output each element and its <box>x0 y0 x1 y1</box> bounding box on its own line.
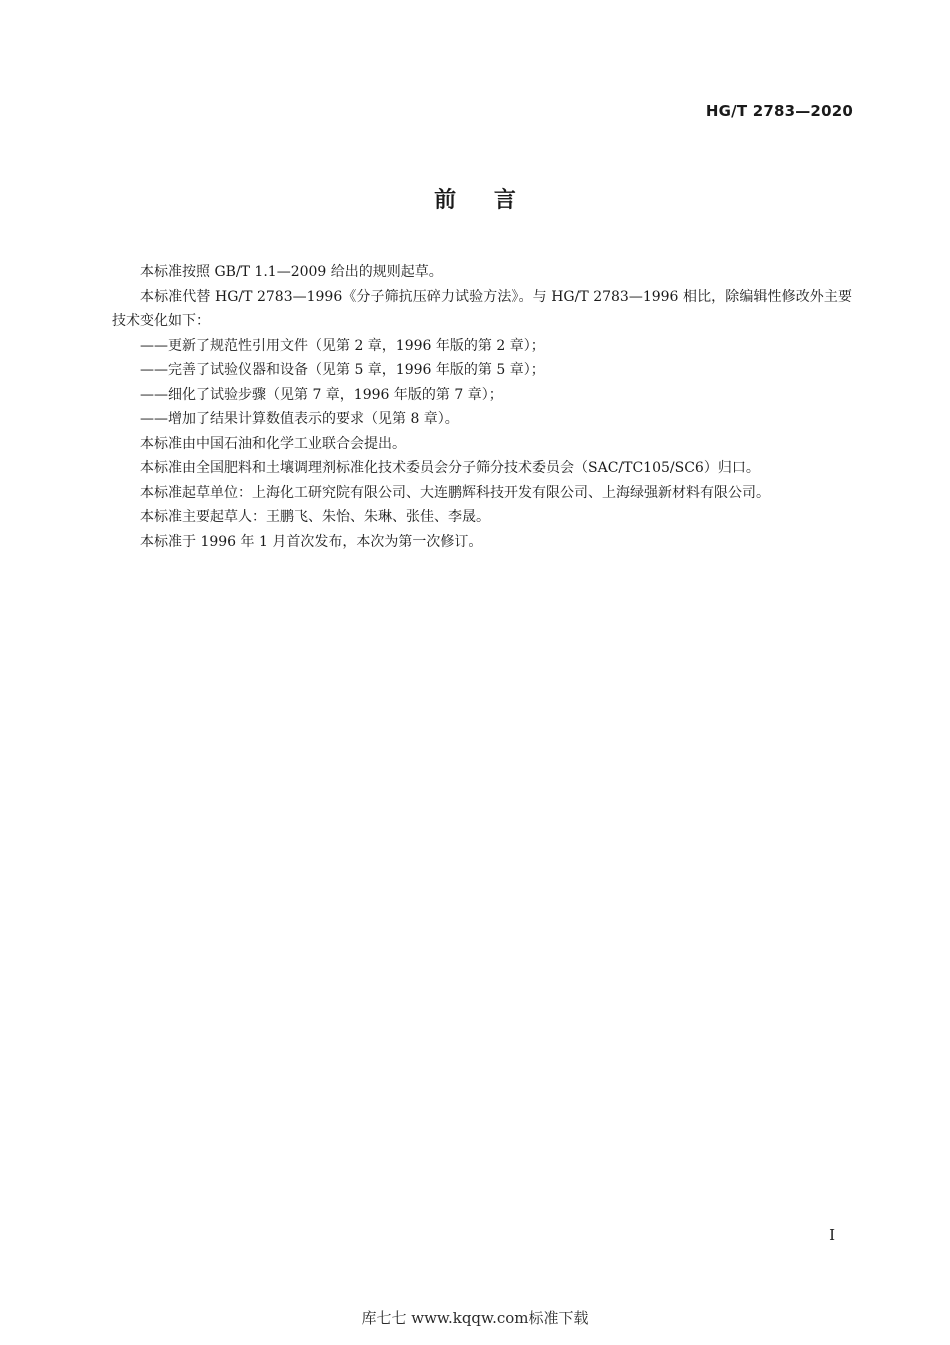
paragraph-under-jurisdiction: 本标准由全国肥料和土壤调理剂标准化技术委员会分子筛分技术委员会（SAC/TC105/SC6）归口。 <box>140 460 760 476</box>
paragraph-drafting-rules: 本标准按照 GB/T 1.1—2009 给出的规则起草。 <box>140 264 443 280</box>
standard-code: HG/T 2783—2020 <box>705 102 853 120</box>
paragraph-history: 本标准于 1996 年 1 月首次发布，本次为第一次修订。 <box>140 533 483 550</box>
paragraph-proposed-by: 本标准由中国石油和化学工业联合会提出。 <box>140 435 406 452</box>
change-item: ——更新了规范性引用文件（见第 2 章，1996 年版的第 2 章）； <box>140 337 545 354</box>
footer-watermark: 库七七 www.kqqw.com标准下载 <box>361 1309 589 1327</box>
change-item: ——细化了试验步骤（见第 7 章，1996 年版的第 7 章）； <box>140 386 503 403</box>
paragraph-drafting-units: 本标准起草单位：上海化工研究院有限公司、大连鹏辉科技开发有限公司、上海绿强新材料有限公司。 <box>140 484 770 501</box>
page-number: I <box>829 1226 835 1244</box>
paragraph-replaces: 本标准代替 HG/T 2783—1996《分子筛抗压碎力试验方法》。与 HG/T 2783—1996 相比，除编辑性修改外主要技术变化如下： <box>112 288 852 329</box>
change-item: ——完善了试验仪器和设备（见第 5 章，1996 年版的第 5 章）； <box>140 362 545 378</box>
page-title: 前 言 <box>434 188 516 213</box>
change-item: ——增加了结果计算数值表示的要求（见第 8 章）。 <box>140 411 459 427</box>
foreword-body <box>112 260 852 554</box>
paragraph-drafters: 本标准主要起草人：王鹏飞、朱怡、朱琳、张佳、李晟。 <box>140 509 490 525</box>
